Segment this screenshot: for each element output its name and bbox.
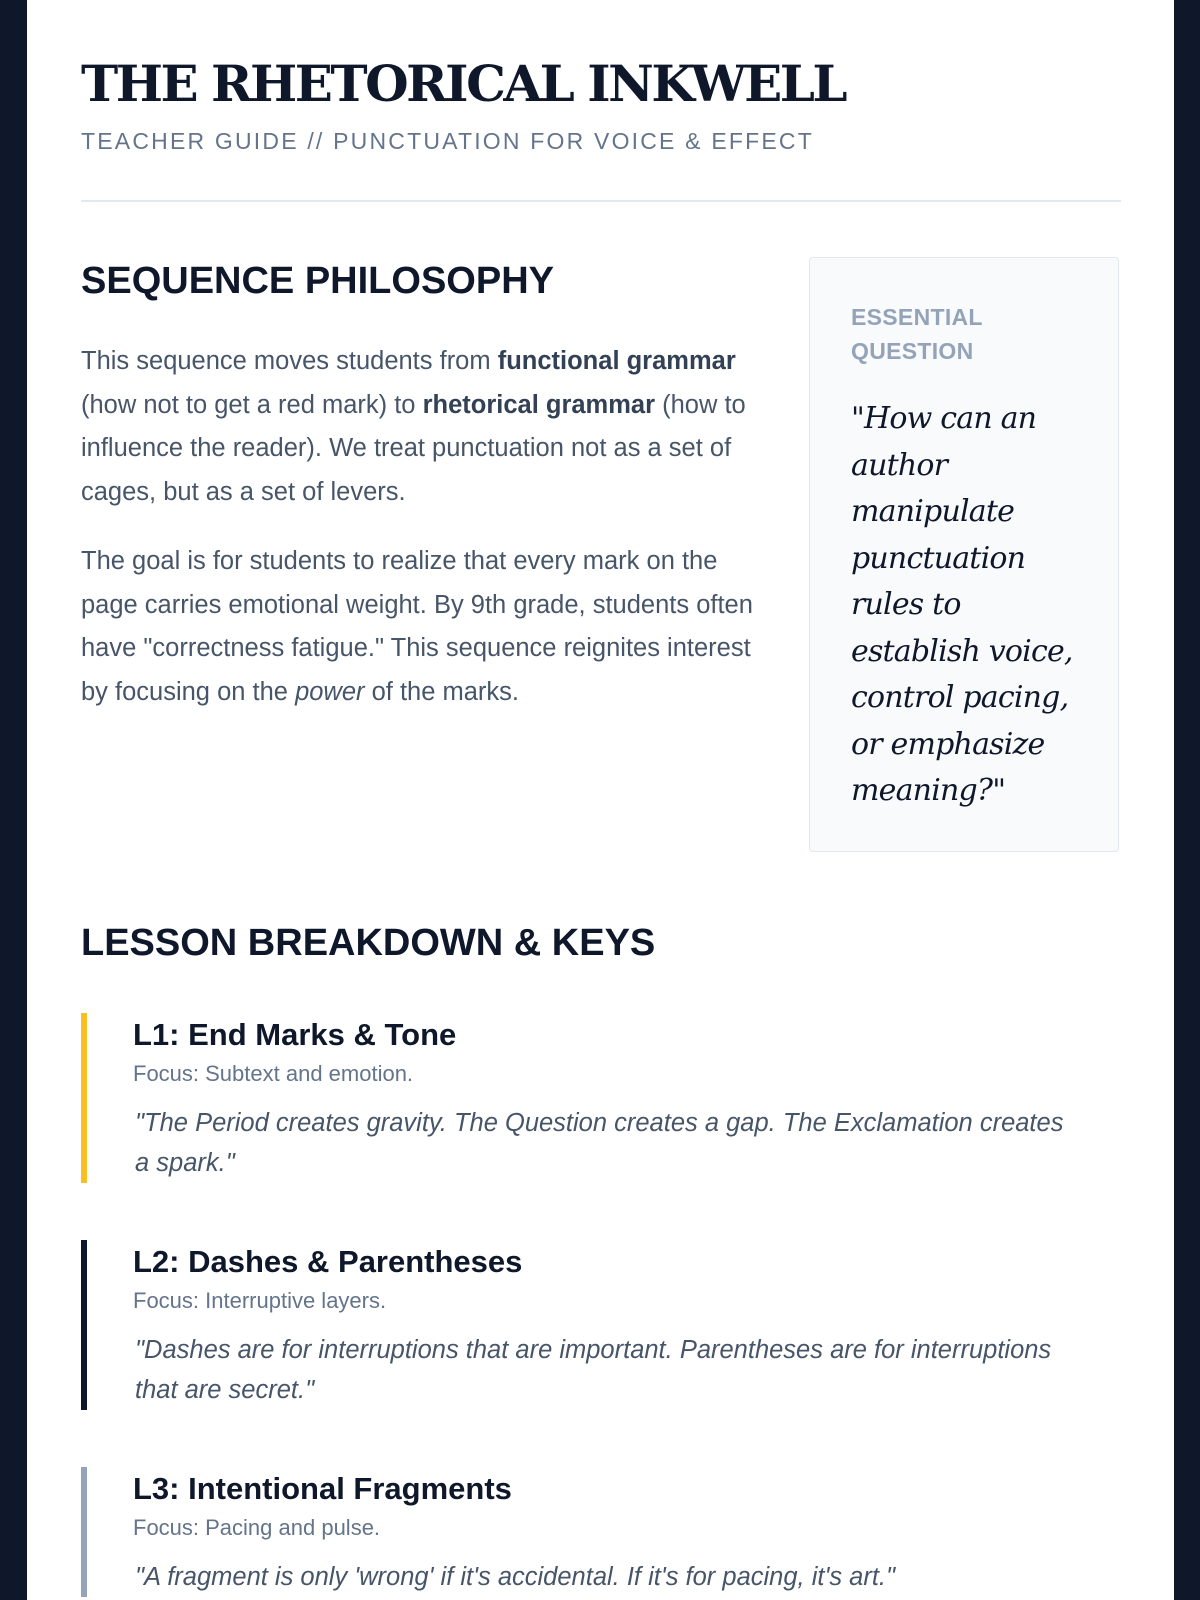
philosophy-p2-emphasis: power bbox=[295, 677, 365, 706]
lesson-card-l2 bbox=[81, 1240, 1121, 1410]
essential-question-card bbox=[809, 257, 1119, 852]
masthead-subtitle: TEACHER GUIDE // PUNCTUATION FOR VOICE & EFFECT bbox=[81, 128, 814, 154]
lesson-key-quote: "The Period creates gravity. The Question creates a gap. The Exclamation creates a spark." bbox=[135, 1109, 1064, 1177]
philosophy-p1-bold-2: rhetorical grammar bbox=[422, 390, 656, 419]
philosophy-p1-text-1: This sequence moves students from bbox=[81, 347, 498, 375]
lesson-key-quote: "A fragment is only 'wrong' if it's accidental. If it's for pacing, it's art." bbox=[135, 1563, 896, 1591]
masthead-title: THE RHETORICAL INKWELL bbox=[81, 54, 846, 113]
lesson-focus: Focus: Interruptive layers. bbox=[133, 1288, 387, 1313]
lesson-title: L1: End Marks & Tone bbox=[133, 1017, 457, 1052]
philosophy-p1-text-3: (how to influence the reader). We treat punctuation not as a set of cages, but as a set of levers. bbox=[81, 390, 746, 506]
lessons-heading: LESSON BREAKDOWN & KEYS bbox=[81, 922, 656, 964]
header-divider bbox=[81, 200, 1121, 202]
philosophy-paragraph-2 bbox=[81, 540, 761, 714]
lesson-card-l3 bbox=[81, 1467, 1121, 1597]
lesson-focus: Focus: Pacing and pulse. bbox=[133, 1515, 381, 1540]
philosophy-p2-text-1: The goal is for students to realize that every mark on the page carries emotional weight. By 9th grade, students often have "correctness fatigue." This sequence reignites interest by focusing on the bbox=[81, 547, 753, 706]
philosophy-heading: SEQUENCE PHILOSOPHY bbox=[81, 260, 554, 302]
essential-question-quote: "How can an author manipulate punctuation rules to establish voice, control pacing, or emphasize meaning?" bbox=[851, 401, 1073, 808]
lesson-title: L3: Intentional Fragments bbox=[133, 1471, 512, 1506]
lesson-key-quote: "Dashes are for interruptions that are important. Parentheses are for interruptions that are secret." bbox=[135, 1336, 1052, 1404]
philosophy-paragraph-1 bbox=[81, 340, 761, 514]
document-page bbox=[27, 0, 1174, 1600]
lesson-focus: Focus: Subtext and emotion. bbox=[133, 1061, 414, 1086]
essential-question-label: ESSENTIAL QUESTION bbox=[851, 304, 983, 364]
philosophy-p1-text-2: (how not to get a red mark) to bbox=[81, 390, 423, 419]
philosophy-p1-bold-1: functional grammar bbox=[497, 347, 736, 375]
philosophy-p2-text-2: of the marks. bbox=[364, 677, 519, 706]
philosophy-body bbox=[81, 340, 761, 740]
lesson-title: L2: Dashes & Parentheses bbox=[133, 1244, 523, 1279]
lesson-card-l1 bbox=[81, 1013, 1121, 1183]
